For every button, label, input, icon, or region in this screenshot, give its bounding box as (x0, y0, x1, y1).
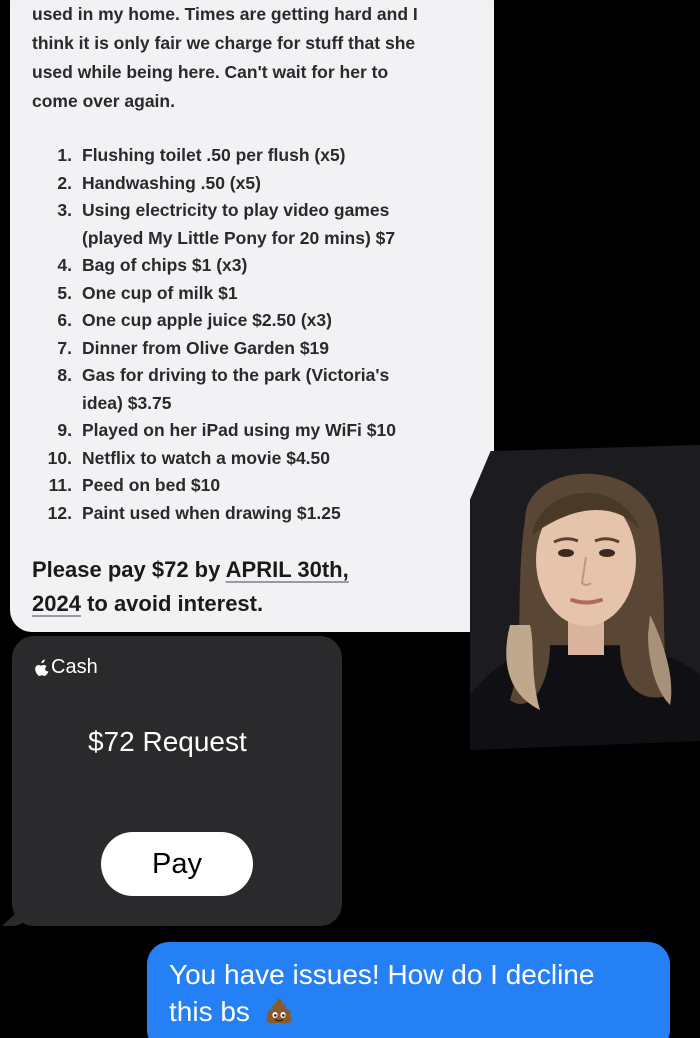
demand-text: Please pay $72 by (32, 557, 226, 582)
charge-item (32, 252, 472, 280)
charge-text: Flushing toilet .50 per flush (x5) (82, 145, 346, 165)
charge-item (32, 445, 472, 473)
intro-line: used while being here. Can't wait for her to (32, 62, 389, 82)
charge-number: 8. (57, 365, 72, 385)
person-photo (470, 445, 700, 750)
charge-number: 9. (57, 420, 72, 440)
charge-text: Using electricity to play video games (82, 200, 390, 220)
charge-item (32, 170, 472, 198)
sent-message-bubble (147, 942, 670, 1038)
charge-text: Paint used when drawing $1.25 (82, 502, 341, 523)
charge-number: 11. (48, 475, 72, 495)
charge-number: 5. (57, 282, 72, 303)
charge-item (32, 307, 472, 335)
charge-text: idea) $3.75 (82, 392, 172, 413)
apple-cash-logo (34, 656, 98, 679)
charges-list (32, 142, 472, 527)
request-amount: $72 Request (88, 726, 247, 757)
charge-text: One cup of milk $1 (82, 282, 238, 303)
charge-text: Played on her iPad using my WiFi $10 (82, 420, 396, 440)
charge-item (32, 280, 472, 308)
poop-emoji-icon (264, 995, 294, 1025)
reaction-face-photo (470, 445, 700, 750)
charge-item (32, 335, 472, 363)
charge-text: (played My Little Pony for 20 mins) $7 (82, 227, 396, 248)
charge-number: 10. (47, 447, 72, 468)
intro-line: come over again. (32, 91, 175, 111)
reply-text: You have issues! How do I decline (169, 959, 595, 990)
reply-text: this bs (169, 996, 250, 1027)
apple-cash-request[interactable] (12, 636, 342, 926)
message-intro (32, 0, 472, 116)
charge-number: 1. (57, 145, 72, 165)
charge-text: Peed on bed $10 (82, 475, 221, 495)
charge-number: 6. (57, 310, 72, 330)
charge-number: 2. (57, 172, 72, 193)
payment-demand (32, 553, 472, 621)
charge-item (32, 500, 472, 528)
charge-item (32, 197, 472, 252)
intro-line: think it is only fair we charge for stuff that she (32, 33, 416, 53)
charge-number: 3. (57, 200, 72, 220)
charge-text: Handwashing .50 (x5) (82, 172, 261, 193)
date-link[interactable]: APRIL 30th, (225, 557, 349, 582)
year-link[interactable]: 2024 (32, 591, 81, 616)
charge-text: Dinner from Olive Garden $19 (82, 337, 330, 358)
charge-item (32, 417, 472, 445)
received-message-bubble (10, 0, 494, 632)
charge-number: 7. (57, 337, 72, 358)
charge-text: Bag of chips $1 (x3) (82, 255, 248, 275)
charge-text: Netflix to watch a movie $4.50 (82, 447, 331, 468)
charge-number: 12. (47, 502, 72, 523)
apple-icon (34, 659, 49, 676)
charge-item (32, 362, 472, 417)
intro-line: used in my home. Times are getting hard and I (32, 4, 418, 24)
charge-text: One cup apple juice $2.50 (x3) (82, 310, 332, 330)
charge-text: Gas for driving to the park (Victoria's (82, 365, 390, 385)
charge-item (32, 142, 472, 170)
charge-item (32, 472, 472, 500)
pay-button[interactable]: Pay (101, 832, 253, 896)
cash-logo-text: Cash (51, 656, 98, 678)
charge-number: 4. (57, 255, 72, 275)
demand-text: to avoid interest. (80, 591, 264, 616)
